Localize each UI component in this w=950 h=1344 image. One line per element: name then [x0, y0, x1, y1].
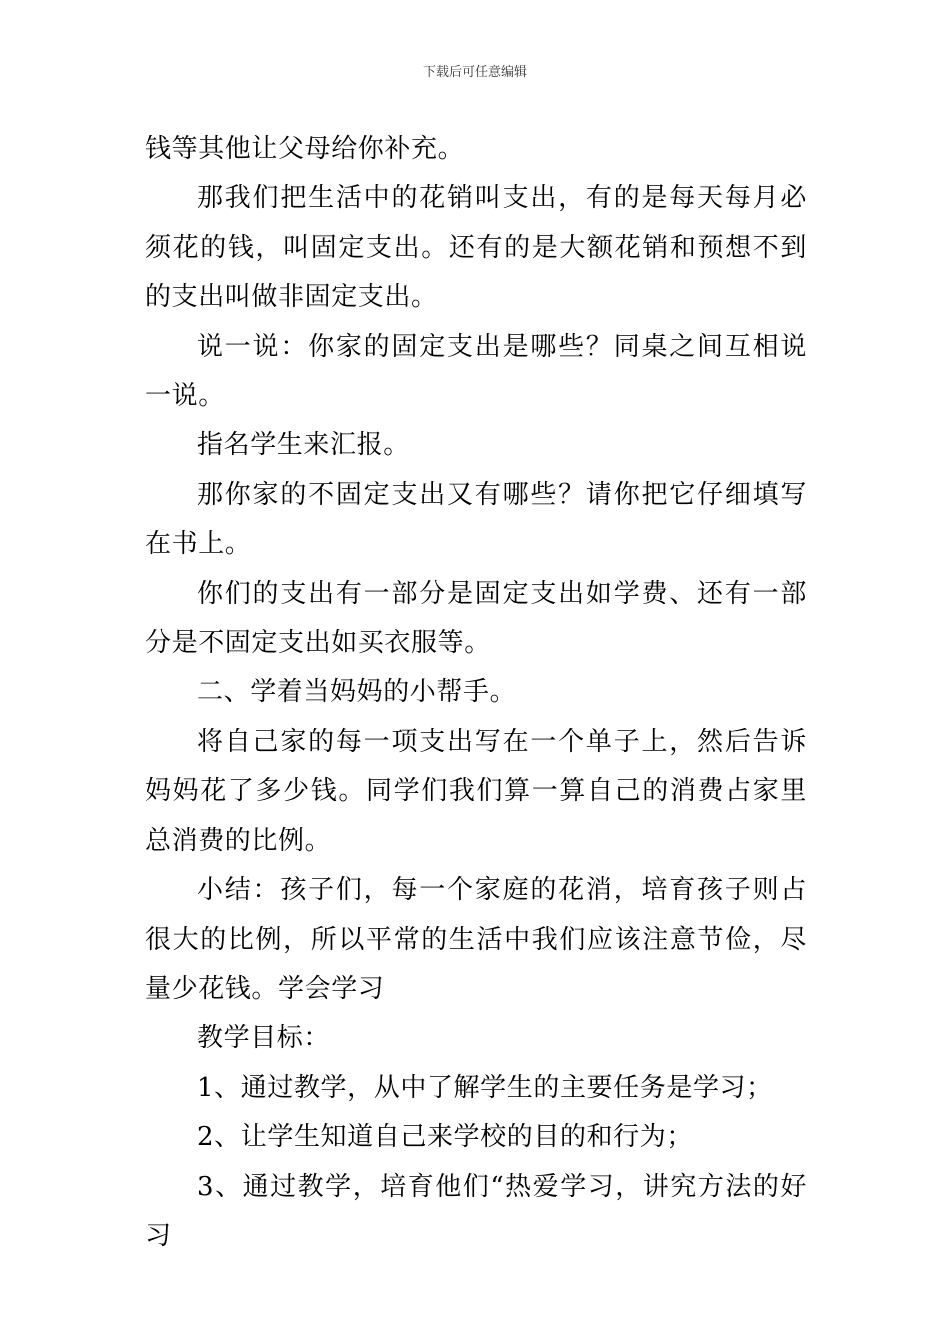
paragraph-1: 钱等其他让父母给你补充。 — [145, 134, 465, 164]
objective-item-2: 2、让学生知道自己来学校的目的和行为； — [197, 1122, 693, 1153]
paragraph-2: 那我们把生活中的花销叫支出，有的是每天每月必须花的钱，叫固定支出。还有的是大额花销和预想不到的支出叫做非固定支出。 — [145, 183, 807, 313]
objective-item-1: 1、通过教学，从中了解学生的主要任务是学习； — [197, 1072, 773, 1103]
page-header-note: 下载后可任意编辑 — [422, 65, 527, 80]
paragraph-4: 指名学生来汇报。 — [197, 430, 410, 461]
summary-paragraph: 小结：孩子们，每一个家庭的花消，培育孩子则占很大的比例，所以平常的生活中我们应该注意节俭，尽量少花钱。学会学习 — [145, 875, 807, 1004]
objective-item-3: 3、通过教学，培育他们“热爱学习，讲究方法的好习 — [145, 1171, 807, 1251]
paragraph-8: 将自己家的每一项支出写在一个单子上，然后告诉妈妈花了多少钱。同学们我们算一算自己的消费占家里总消费的比例。 — [145, 726, 807, 856]
section-heading-2: 二、学着当妈妈的小帮手。 — [197, 677, 517, 708]
paragraph-3: 说一说：你家的固定支出是哪些？同桌之间互相说一说。 — [145, 331, 807, 412]
objectives-heading: 教学目标： — [197, 1023, 331, 1054]
paragraph-5: 那你家的不固定支出又有哪些？请你把它仔细填写在书上。 — [145, 479, 807, 560]
paragraph-6: 你们的支出有一部分是固定支出如学费、还有一部分是不固定支出如买衣服等。 — [145, 578, 807, 659]
document-body — [145, 125, 807, 1261]
